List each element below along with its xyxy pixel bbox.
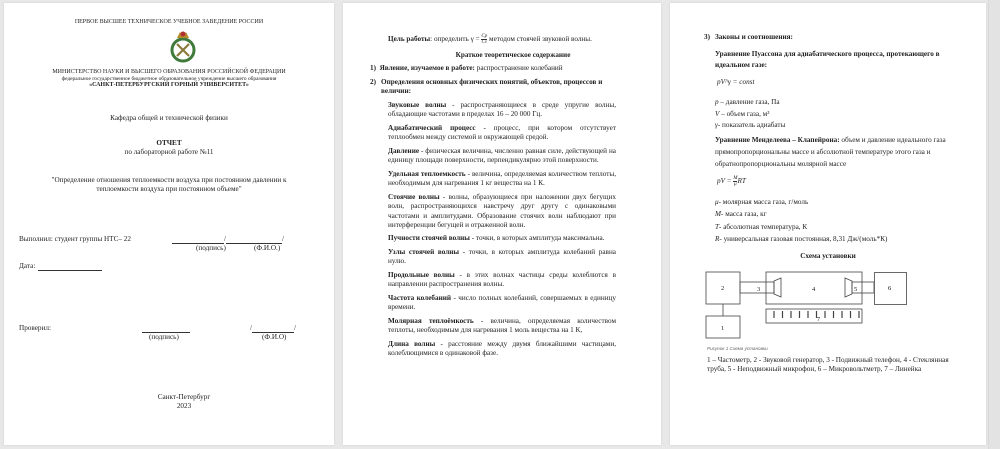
ruler xyxy=(766,309,862,323)
definition-text: - расстояние между двумя ближайшими частицами, колеблющимися в одинаковой фазе. xyxy=(388,340,616,358)
variable-text: – давление газа, Па xyxy=(718,98,780,106)
label-3: 3 xyxy=(757,286,761,293)
item-3-number: 3) xyxy=(704,33,710,41)
definition-item xyxy=(388,317,616,336)
fraction-denominator: μ xyxy=(734,181,737,187)
definition-term: Продольные волны xyxy=(388,271,455,279)
definition-term: Длина волны xyxy=(388,340,436,348)
figure-legend: 1 – Частометр, 2 - Звуковой генератор, 3 - Подвижный телефон, 4 - Стеклянная труба, 5 - Неподвижный микрофон, 6 – Микровольтметр, 7 – Линейка xyxy=(707,356,949,374)
ministry-name: МИНИСТЕРСТВО НАУКИ И ВЫСШЕГО ОБРАЗОВАНИЯ РОССИЙСКОЙ ФЕДЕРАЦИИ xyxy=(52,69,286,75)
name-caption: (Ф.И.О.) xyxy=(254,244,281,252)
university-header: ПЕРВОЕ ВЫСШЕЕ ТЕХНИЧЕСКОЕ УЧЕБНОЕ ЗАВЕДЕНИЕ РОССИИ xyxy=(74,19,264,25)
section-title: Краткое теоретическое содержание xyxy=(455,51,571,59)
page-2-theory xyxy=(343,3,661,445)
checker-name-caption: (Ф.И.О) xyxy=(262,333,287,341)
variable-text: - абсолютная температура, К xyxy=(719,223,808,231)
definition-item xyxy=(388,248,616,267)
fraction-denominator: Cv xyxy=(481,40,488,45)
checker-name-line: / / xyxy=(250,324,296,332)
definition-term: Молярная теплоёмкость xyxy=(388,317,474,325)
definition-item xyxy=(388,170,616,189)
variable-symbol: M xyxy=(715,210,721,218)
definition-text: - точки, в которых амплитуда колебаний равна нулю. xyxy=(388,248,616,266)
definition-term: Узлы стоячей волны xyxy=(388,248,460,256)
signature-caption: (подпись) xyxy=(196,244,226,252)
topic-line-2: теплоемкости воздуха при постоянном объеме" xyxy=(96,185,242,193)
goal-line xyxy=(388,34,592,45)
report-title: ОТЧЕТ xyxy=(156,139,182,147)
variable-symbol: T xyxy=(715,223,719,231)
definition-text: - точки, в которых амплитуда максимальна. xyxy=(469,234,605,242)
definition-term: Частота колебаний xyxy=(388,294,452,302)
definition-text: - распространяющиеся в среде упругие волны, обладающие частотами в пределах 16 – 20 000 Гц. xyxy=(388,101,616,119)
page-3-laws xyxy=(670,3,986,445)
definition-term: Давление xyxy=(388,147,420,155)
topic-line-1: "Определение отношения теплоемкости воздуха при постоянном давлении к xyxy=(51,176,287,184)
goal-label: Цель работы xyxy=(388,35,431,44)
checker-signature-line xyxy=(142,324,190,333)
vertical-scrollbar[interactable] xyxy=(988,0,1000,449)
variable-definition xyxy=(715,235,887,244)
label-4: 4 xyxy=(812,286,816,293)
variable-definition xyxy=(715,98,780,107)
box-microvoltmeter xyxy=(874,272,914,306)
variable-text: - показатель адиабаты xyxy=(717,121,786,129)
formula-right: RT xyxy=(737,177,746,185)
definition-item xyxy=(388,340,616,359)
definition-text: - волны, образующиеся при наложении двух бегущих волн, распространяющихся навстречу друг другу с одинаковыми частотами и амплитудами. Образование стоячих волн наблюдают при интерференции бегущей и отраженной волн. xyxy=(388,193,616,229)
definition-item xyxy=(388,294,616,313)
variable-symbol: R xyxy=(715,235,720,243)
definition-term: Звуковые волны xyxy=(388,101,447,109)
definition-term: Стоячие волны xyxy=(388,193,440,201)
performed-by-label: Выполнил: студент группы НТС– 22 xyxy=(19,235,131,243)
date-line xyxy=(38,262,102,271)
year: 2023 xyxy=(176,402,192,410)
fraction-numerator: Cp xyxy=(481,34,488,39)
definition-item xyxy=(388,147,616,166)
definition-item xyxy=(388,193,616,230)
definition-term: Пучности стоячей волны xyxy=(388,234,470,242)
variable-text: - молярная масса газа, г/моль xyxy=(718,198,809,206)
definition-term: Удельная теплоемкость xyxy=(388,170,466,178)
variable-text: – объем газа, м³ xyxy=(719,110,770,118)
item-2-number: 2) xyxy=(370,78,376,86)
variable-definition xyxy=(715,210,767,219)
mendeleev-label: Уравнение Менделеева – Клапейрона: xyxy=(715,136,840,144)
scheme-title: Схема установки xyxy=(800,252,856,260)
report-subtitle: по лабораторной работе №11 xyxy=(124,148,214,156)
gamma-fraction xyxy=(481,34,487,45)
poisson-title: Уравнение Пуассона для адиабатического процесса, протекающего в идеальном газе: xyxy=(715,50,940,69)
variable-symbol: p xyxy=(715,98,719,106)
signature-line: / / xyxy=(172,235,284,244)
definition-item xyxy=(388,124,616,143)
label-1: 1 xyxy=(721,325,725,332)
variable-symbol: μ xyxy=(715,198,719,206)
definition-text: - в этих волнах частицы среды колеблются в направлении распространения волны. xyxy=(388,271,616,289)
definition-text: - величина, определяемая количеством теплоты, необходимым для нагревания 1 моль вещества на 1 К, xyxy=(388,317,616,335)
fraction-numerator: M xyxy=(733,175,738,181)
checker-signature-caption: (подпись) xyxy=(149,333,179,341)
checked-by-label: Проверил: xyxy=(19,324,51,332)
label-6: 6 xyxy=(888,285,892,292)
item-label: Явление, изучаемое в работе: xyxy=(379,64,475,72)
variable-definition xyxy=(715,223,807,232)
definition-text: - физическая величина, численно равная силе, действующей на единицу площади поверхности, перпендикулярно этой поверхности. xyxy=(388,147,616,165)
variable-definition xyxy=(715,110,769,119)
label-5: 5 xyxy=(854,286,858,293)
variable-text: - универсальная газовая постоянная, 8,31 Дж/(моль*К) xyxy=(719,235,888,243)
definition-item xyxy=(388,234,616,243)
definition-item xyxy=(388,101,616,120)
label-2: 2 xyxy=(721,285,725,292)
definition-item xyxy=(388,271,616,290)
university-emblem-icon xyxy=(168,28,198,64)
definition-text: - число полных колебаний, совершаемых в единицу времени. xyxy=(388,294,616,312)
item-text: распространение колебаний xyxy=(474,64,563,72)
item-2-label: Определения основных физических понятий, объектов, процессов и величин: xyxy=(381,78,603,96)
definition-text: - величина, определяемая количеством теплоты, необходимым для нагревания 1 кг вещества на 1 К. xyxy=(388,170,616,188)
variable-definition xyxy=(715,121,785,130)
goal-text-a: : определить γ = xyxy=(430,35,480,44)
mendeleev-text: объем и давление идеального газа прямопропорциональны массе и абсолютной температуре этого газа и обратнопропорциональны молярной массе xyxy=(715,136,946,168)
microphone-horn xyxy=(845,278,852,297)
page-1-title-page xyxy=(4,3,334,445)
poisson-formula: pV^γ = const xyxy=(717,78,755,86)
institution-type: федеральное государственное бюджетное образовательное учреждение высшего образования xyxy=(61,75,277,82)
university-name: «САНКТ-ПЕТЕРБУРГСКИЙ ГОРНЫЙ УНИВЕРСИТЕТ» xyxy=(89,82,249,88)
variable-symbol: γ xyxy=(715,121,718,129)
item-number: 1) xyxy=(370,64,376,72)
mendeleev-formula xyxy=(717,175,746,187)
item-1 xyxy=(370,64,563,73)
department-name: Кафедра общей и технической физики xyxy=(110,114,228,122)
definition-text: - процесс, при котором отсутствует теплообмен между системой и окружающей средой. xyxy=(388,124,616,142)
goal-text-b: методом стоячей звуковой волны. xyxy=(489,35,592,44)
definition-term: Адиабатический процесс xyxy=(388,124,476,132)
variable-definition xyxy=(715,198,808,207)
city: Санкт-Петербург xyxy=(157,393,211,401)
telephone-horn xyxy=(774,278,781,297)
variable-text: - масса газа, кг xyxy=(721,210,767,218)
label-7: 7 xyxy=(817,317,820,323)
item-3-label: Законы и соотношения: xyxy=(715,33,793,41)
figure-caption: Рисунок 1 Схема установки xyxy=(707,346,768,351)
mendeleev-paragraph xyxy=(715,134,957,170)
date-label: Дата: xyxy=(19,262,36,270)
formula-left: pV = xyxy=(717,177,732,185)
variable-symbol: V xyxy=(715,110,720,118)
setup-diagram xyxy=(704,271,874,346)
